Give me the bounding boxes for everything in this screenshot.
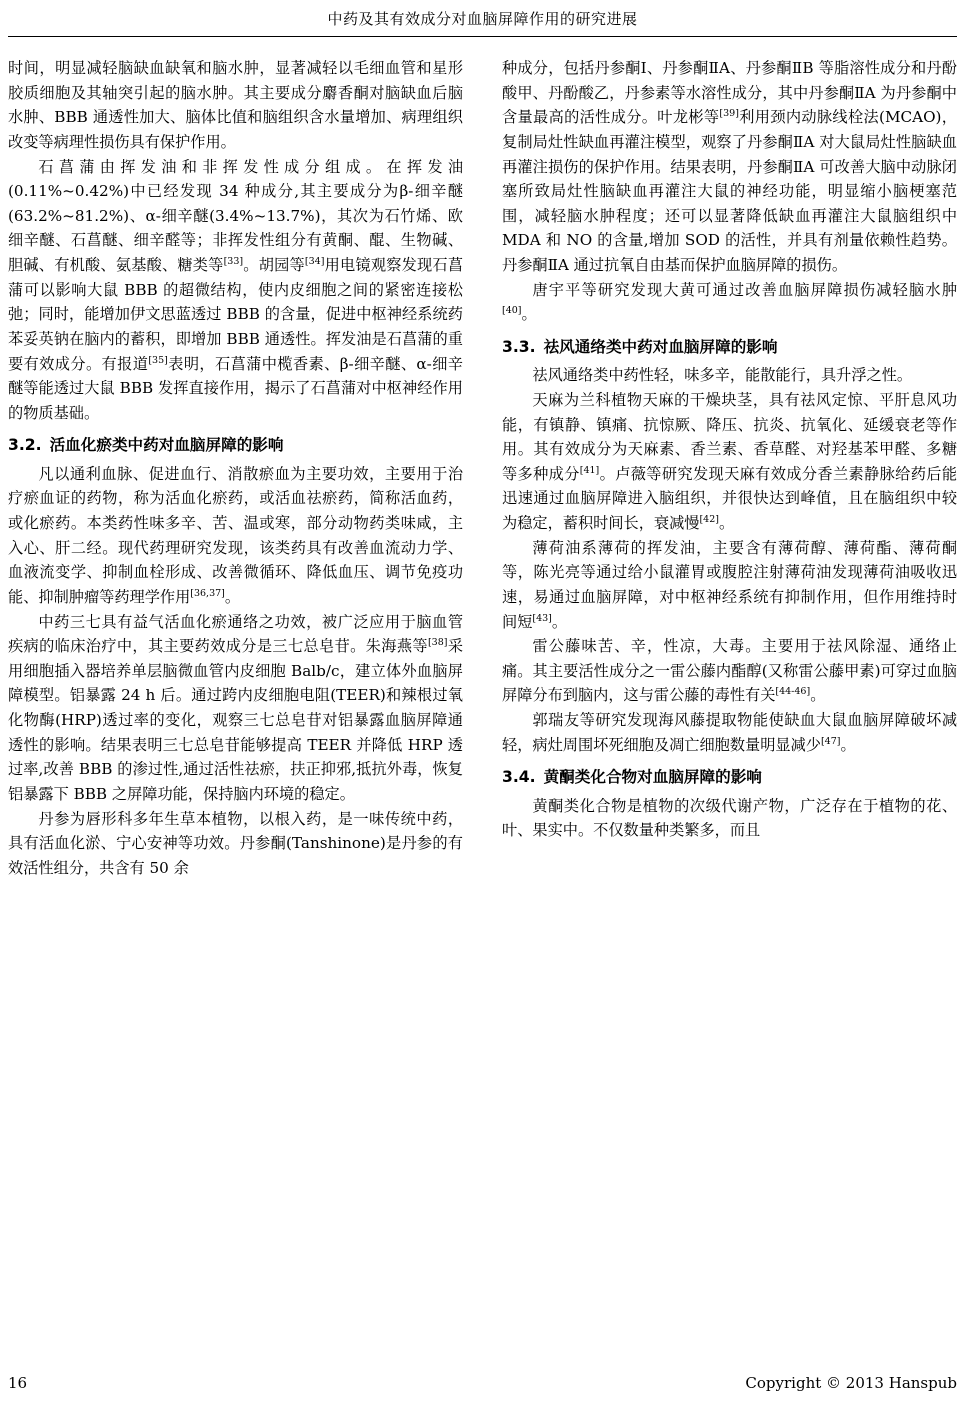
section-title: 祛风通络类中药对血脑屏障的影响 [543,337,778,356]
paragraph [502,708,957,757]
citation-ref: [41] [579,464,600,476]
citation-ref: [38] [427,637,448,649]
paragraph [502,56,957,278]
section-number: 3.2. [8,436,42,455]
paragraph [502,536,957,635]
paragraph [502,278,957,327]
running-header: 中药及其有效成分对血脑屏障作用的研究进展 [327,10,638,28]
copyright-notice: Copyright © 2013 Hanspub [745,1374,957,1392]
paragraph-text: 利用颈内动脉线栓法(MCAO)，复制局灶性缺血再灌注模型，观察了丹参酮ⅡA 对大鼠局灶性脑缺血再灌注损伤的保护作用。结果表明，丹参酮ⅡA 可改善大脑中动脉闭塞所致局灶性脑缺血再灌注大鼠的神经功能，明显缩小脑梗塞范围，减轻脑水肿程度；还可以显著降低缺血再灌注大鼠脑组织中 MDA 和 NO 的含量,增加 SOD 的活性，并具有剂量依赖性趋势。丹参酮ⅡA 通过抗氧自由基而保护血脑屏障的损伤。 [502,108,957,274]
citation-ref: [42] [699,513,719,525]
section-title: 黄酮类化合物对血脑屏障的影响 [543,768,762,787]
citation-ref: [34] [304,255,325,267]
citation-ref: [35] [148,354,168,366]
citation-ref: [47] [820,735,841,747]
paragraph-text: 凡以通利血脉、促进血行、消散瘀血为主要功效，主要用于治疗瘀血证的药物，称为活血化瘀药，或活血祛瘀药，简称活血药，或化瘀药。本类药性味多辛、苦、温或寒，部分动物药类味咸，主入心、肝二经。现代药理研究发现，该类药具有改善血流动力学、血液流变学、抑制血栓形成、改善微循环、降低血压、调节免疫功能、抑制肿瘤等药理学作用 [8,464,463,606]
section-number: 3.4. [502,768,536,787]
paragraph-text: 天麻为兰科植物天麻的干燥块茎，具有祛风定惊、平肝息风功能，有镇静、镇痛、抗惊厥、降压、抗炎、抗氧化、延缓衰老等作用。其有效成分为天麻素、香兰素、香草醛、对羟基苯甲醛、多糖等多种成分 [502,390,957,483]
paragraph [502,634,957,708]
right-column [502,56,957,1326]
citation-ref: [40] [502,305,522,317]
section-title: 活血化瘀类中药对血脑屏障的影响 [49,436,284,455]
citation-ref: [33] [223,255,244,267]
left-column [8,56,463,1326]
paragraph-text: 。 [718,514,735,533]
citation-ref: [39] [719,108,739,120]
section-heading-3-3 [502,336,957,359]
paragraph-text: 。 [521,305,537,324]
paragraph: 丹参为唇形科多年生草本植物，以根入药，是一味传统中药，具有活血化淤、宁心安神等功效。丹参酮(Tanshinone)是丹参的有效活性组分，共含有 50 余 [8,809,463,877]
page-number: 16 [8,1374,28,1392]
paragraph-text: 用电镜观察发现石菖蒲可以影响大鼠 BBB 的超微结构，使内皮细胞之间的紧密连接松弛；同时，能增加伊文思蓝透过 BBB 的含量，促进中枢神经系统药苯妥英钠在脑内的蓄积，即增加 BBB 通透性。挥发油是石菖蒲的重要有效成分。有报道 [8,256,464,373]
paragraph-text: 。胡园等 [243,256,305,274]
citation-ref: [36,37] [190,587,225,599]
paragraph-text: 采用细胞插入器培养单层脑微血管内皮细胞 Balb/c，建立体外血脑屏障模型。铝暴露 24 h 后。通过跨内皮细胞电阻(TEER)和辣根过氧化物酶(HRP)透过率的变化，观察三七总皂苷对铝暴露血脑屏障通透性的影响。结果表明三七总皂苷能够提高 TEER 并降低 HRP 透过率,改善 BBB 的渗过性,通过活性祛瘀，扶正抑邪,抵抗外毒，恢复铝暴露下 BBB 之屏障功能，保持脑内环境的稳定。 [8,637,464,803]
paragraph [8,610,463,807]
section-number: 3.3. [502,337,536,356]
paragraph-text: 。 [224,587,241,606]
section-heading-3-2 [8,434,463,457]
section-heading-3-4 [502,766,957,789]
paragraph-text: 。 [551,612,568,631]
paragraph-text: 。 [810,686,826,705]
paragraph-text: 表明，石菖蒲中榄香素、β-细辛醚、α-细辛醚等能透过大鼠 BBB 发挥直接作用，揭示了石菖蒲对中枢神经作用的物质基础。 [8,354,463,422]
header-divider [8,36,957,37]
citation-ref: [44-46] [775,686,811,698]
two-column-body [8,56,957,1326]
paragraph-text: 石菖蒲由挥发油和非挥发性成分组成。在挥发油(0.11%~0.42%)中已经发现 34 种成分,其主要成分为β-细辛醚(63.2%~81.2%)、α-细辛醚(3.4%~13.7%)，其次为石竹烯、欧细辛醚、石菖醚、细辛醛等；非挥发性组分有黄酮、醌、生物碱、胆碱、有机酸、氨基酸、糖类等 [8,157,463,274]
paragraph: 黄酮类化合物是植物的次级代谢产物，广泛存在于植物的花、叶、果实中。不仅数量种类繁多，而且 [502,796,957,840]
paragraph [8,462,463,610]
paragraph: 时间，明显减轻脑缺血缺氧和脑水肿，显著减轻以毛细血管和星形胶质细胞及其轴突引起的脑水肿。其主要成分麝香酮对脑缺血后脑水肿、BBB 通透性加大、脑体比值和脑组织含水量增加、病理组织改变等病理性损伤具有保护作用。 [8,59,463,151]
paragraph [502,388,957,536]
paragraph-text: 雷公藤味苦、辛，性凉，大毒。主要用于祛风除湿、通络止痛。其主要活性成分之一雷公藤内酯醇(又称雷公藤甲素)可穿过血脑屏障分布到脑内，这与雷公藤的毒性有关 [502,637,957,705]
paragraph-text: 。 [840,735,856,754]
paragraph: 祛风通络类中药性轻，味多辛，能散能行，具升浮之性。 [532,366,913,385]
paragraph-text: 薄荷油系薄荷的挥发油，主要含有薄荷醇、薄荷酯、薄荷酮等，陈光亮等通过给小鼠灌胃或腹腔注射薄荷油发现薄荷油吸收迅速，易通过血脑屏障，对中枢神经系统有抑制作用，但作用维持时间短 [502,538,957,631]
paragraph-text: 。卢薇等研究发现天麻有效成分香兰素静脉给药后能迅速通过血脑屏障进入脑组织，并很快达到峰值，且在脑组织中较为稳定，蓄积时间长，衰减慢 [502,464,958,533]
paragraph-text: 唐宇平等研究发现大黄可通过改善血脑屏障损伤减轻脑水肿 [532,280,957,299]
paragraph-text: 种成分，包括丹参酮Ⅰ、丹参酮ⅡA、丹参酮ⅡB 等脂溶性成分和丹酚酸甲、丹酚酸乙，丹参素等水溶性成分，其中丹参酮ⅡA 为丹参酮中含量最高的活性成分。叶龙彬等 [502,59,957,127]
paragraph-text: 郭瑞友等研究发现海风藤提取物能使缺血大鼠血脑屏障破坏减轻，病灶周围坏死细胞及凋亡细胞数量明显减少 [502,711,957,754]
page-footer [8,1374,957,1392]
citation-ref: [43] [532,612,552,624]
paragraph [8,155,463,426]
paragraph-text: 中药三七具有益气活血化瘀通络之功效，被广泛应用于脑血管疾病的临床治疗中，其主要药效成分是三七总皂苷。朱海燕等 [8,612,463,656]
